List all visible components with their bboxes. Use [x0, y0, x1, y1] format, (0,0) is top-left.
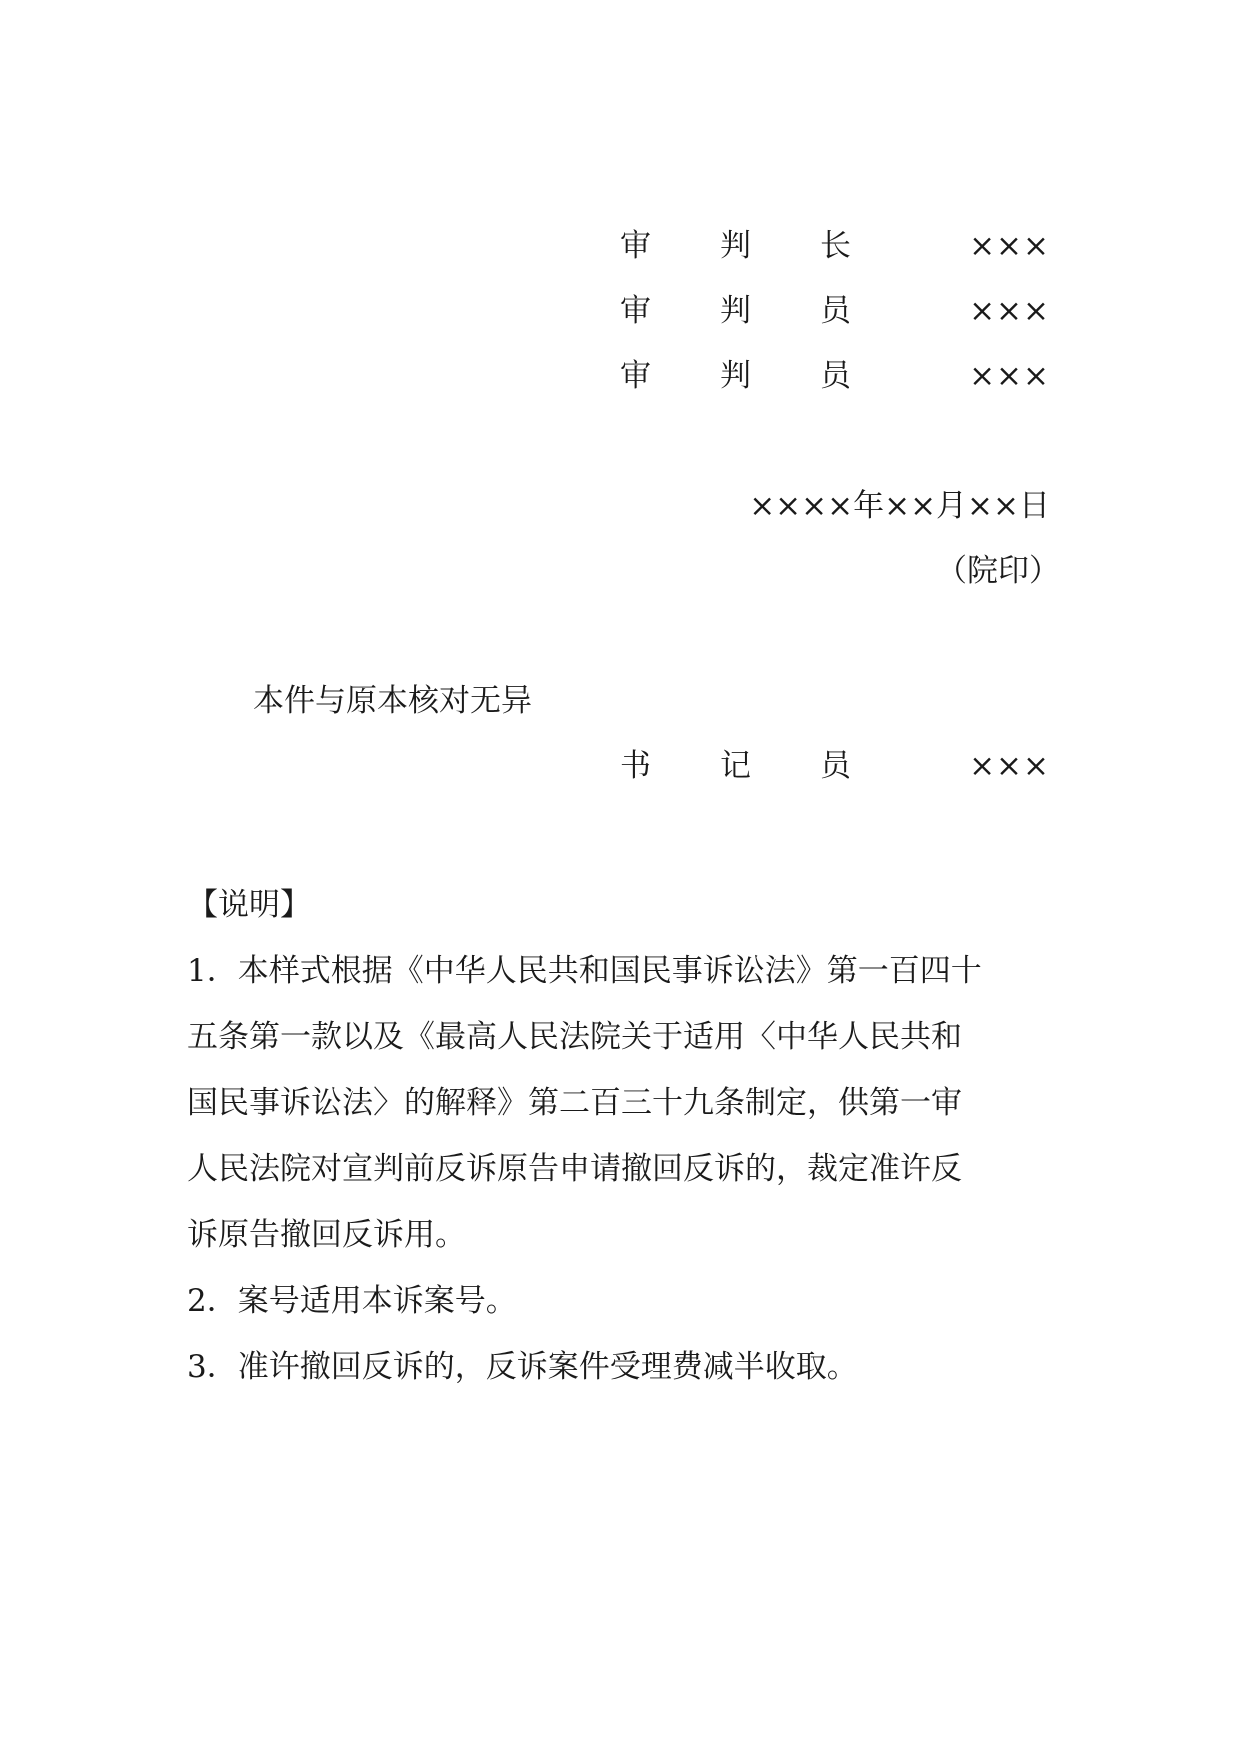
- note-1-line-5: 诉原告撤回反诉用。: [187, 1217, 466, 1253]
- note-1-line-1: 1．本样式根据《中华人民共和国民事诉讼法》第一百四十: [187, 953, 982, 989]
- title-char-1: 审: [620, 228, 651, 264]
- copy-verification-note: 本件与原本核对无异: [253, 683, 532, 719]
- judge-2-name: ×××: [969, 358, 1050, 394]
- judge-row-1: [620, 289, 1050, 333]
- note-1-line-2: 五条第一款以及《最高人民法院关于适用〈中华人民共和: [187, 1019, 962, 1055]
- clerk-name: ×××: [969, 748, 1050, 784]
- judge-row-2: [620, 354, 1050, 398]
- title-char-2: 记: [720, 748, 751, 784]
- title-char-2: 判: [720, 293, 751, 329]
- note-1-line-3: 国民事诉讼法〉的解释》第二百三十九条制定，供第一审: [187, 1085, 962, 1121]
- explanation-heading: 【说明】: [187, 887, 311, 923]
- explanation-section: [187, 872, 1047, 1400]
- title-char-3: 员: [820, 748, 851, 784]
- court-seal: （院印）: [936, 553, 1060, 589]
- title-char-1: 书: [620, 748, 651, 784]
- title-char-1: 审: [620, 293, 651, 329]
- title-char-3: 长: [820, 228, 851, 264]
- note-2: 2．案号适用本诉案号。: [187, 1283, 517, 1319]
- title-char-2: 判: [720, 228, 751, 264]
- title-char-3: 员: [820, 293, 851, 329]
- note-1-line-4: 人民法院对宣判前反诉原告申请撤回反诉的，裁定准许反: [187, 1151, 962, 1187]
- title-char-2: 判: [720, 358, 751, 394]
- ruling-date: ××××年××月××日: [749, 488, 1050, 524]
- judge-1-name: ×××: [969, 293, 1050, 329]
- presiding-judge-name: ×××: [969, 228, 1050, 264]
- note-3: 3．准许撤回反诉的，反诉案件受理费减半收取。: [187, 1349, 858, 1385]
- title-char-3: 员: [820, 358, 851, 394]
- title-char-1: 审: [620, 358, 651, 394]
- clerk-row: [620, 744, 1050, 788]
- presiding-judge-row: [620, 224, 1050, 268]
